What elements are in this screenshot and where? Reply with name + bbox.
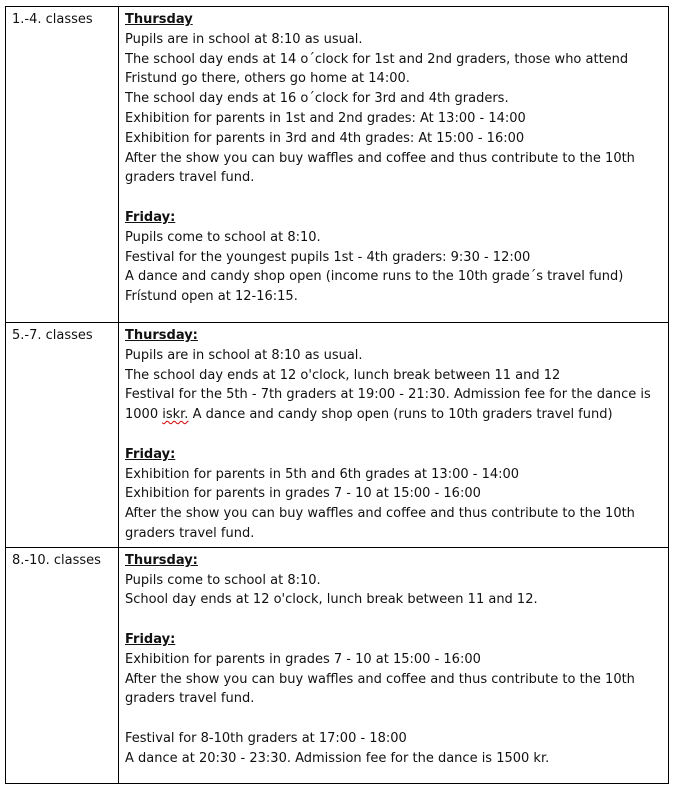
schedule-line: Festival for the youngest pupils 1st - 4th graders: 9:30 - 12:00	[125, 249, 531, 265]
schedule-line: Exhibition for parents in 1st and 2nd grades: At 13:00 - 14:00	[125, 110, 526, 126]
fee-amount: 1000	[125, 407, 159, 423]
fee-unit: iskr.	[162, 407, 189, 423]
day-heading-thursday: Thursday:	[125, 328, 198, 343]
schedule-line: Exhibition for parents in grades 7 - 10 at 15:00 - 16:00	[125, 651, 481, 667]
day-heading-friday: Friday:	[125, 209, 176, 225]
blank-line	[125, 425, 664, 445]
schedule-line: After the show you can buy waffles and coffee and thus contribute to the 10th graders travel fund.	[125, 506, 635, 541]
schedule-line: A dance and candy shop open (income runs to the 10th grade´s travel fund)	[125, 269, 624, 285]
schedule-line: The school day ends at 12 o'clock, lunch break between 11 and 12	[125, 367, 561, 383]
class-label-cell	[6, 7, 119, 323]
schedule-line: Pupils come to school at 8:10.	[125, 229, 321, 245]
class-label-cell	[6, 547, 119, 783]
schedule-line: Frístund open at 12-16:15.	[125, 289, 298, 305]
schedule-line: Pupils come to school at 8:10.	[125, 572, 321, 588]
schedule-line: Exhibition for parents in 5th and 6th grades at 13:00 - 14:00	[125, 466, 520, 482]
class-label: 5.-7. classes	[12, 328, 93, 343]
class-label: 8.-10. classes	[12, 552, 101, 568]
schedule-line: Festival for 8-10th graders at 17:00 - 18:00	[125, 730, 407, 746]
blank-line	[125, 188, 664, 208]
day-heading-friday: Friday:	[125, 446, 176, 462]
class-label-cell	[6, 323, 119, 548]
class-label: 1.-4. classes	[12, 12, 93, 27]
schedule-line: A dance at 20:30 - 23:30. Admission fee for the dance is 1500 kr.	[125, 750, 550, 766]
schedule-line: The school day ends at 14 o´clock for 1st and 2nd graders, those who attend Fristund go there, others go home at 14:00.	[125, 51, 629, 87]
day-heading-friday: Friday:	[125, 631, 176, 647]
schedule-line: Exhibition for parents in 3rd and 4th grades: At 15:00 - 16:00	[125, 130, 525, 146]
table-row	[6, 7, 669, 323]
schedule-line: After the show you can buy waffles and coffee and thus contribute to the 10th graders travel fund.	[125, 150, 635, 186]
schedule-line: School day ends at 12 o'clock, lunch break between 11 and 12.	[125, 592, 538, 608]
schedule-cell	[119, 7, 669, 323]
festival-text: Festival for the 5th - 7th graders at 19:00 - 21:30. Admission fee for the dance is	[125, 387, 651, 403]
day-heading-thursday: Thursday:	[125, 552, 198, 568]
table-row	[6, 323, 669, 548]
schedule-cell	[119, 323, 669, 548]
schedule-line: Exhibition for parents in grades 7 - 10 at 15:00 - 16:00	[125, 486, 481, 502]
schedule-line	[125, 385, 664, 425]
day-heading-thursday: Thursday	[125, 12, 193, 27]
blank-line	[125, 709, 664, 729]
schedule-line: After the show you can buy waffles and coffee and thus contribute to the 10th graders travel fund.	[125, 671, 635, 707]
schedule-cell	[119, 547, 669, 783]
schedule-table	[5, 6, 669, 784]
blank-line	[125, 610, 664, 630]
schedule-line: The school day ends at 16 o´clock for 3rd and 4th graders.	[125, 91, 509, 107]
schedule-line: Pupils are in school at 8:10 as usual.	[125, 347, 363, 363]
dance-shop-text: A dance and candy shop open (runs to 10th graders travel fund)	[192, 407, 613, 423]
schedule-line: Pupils are in school at 8:10 as usual.	[125, 31, 363, 47]
table-row	[6, 547, 669, 783]
